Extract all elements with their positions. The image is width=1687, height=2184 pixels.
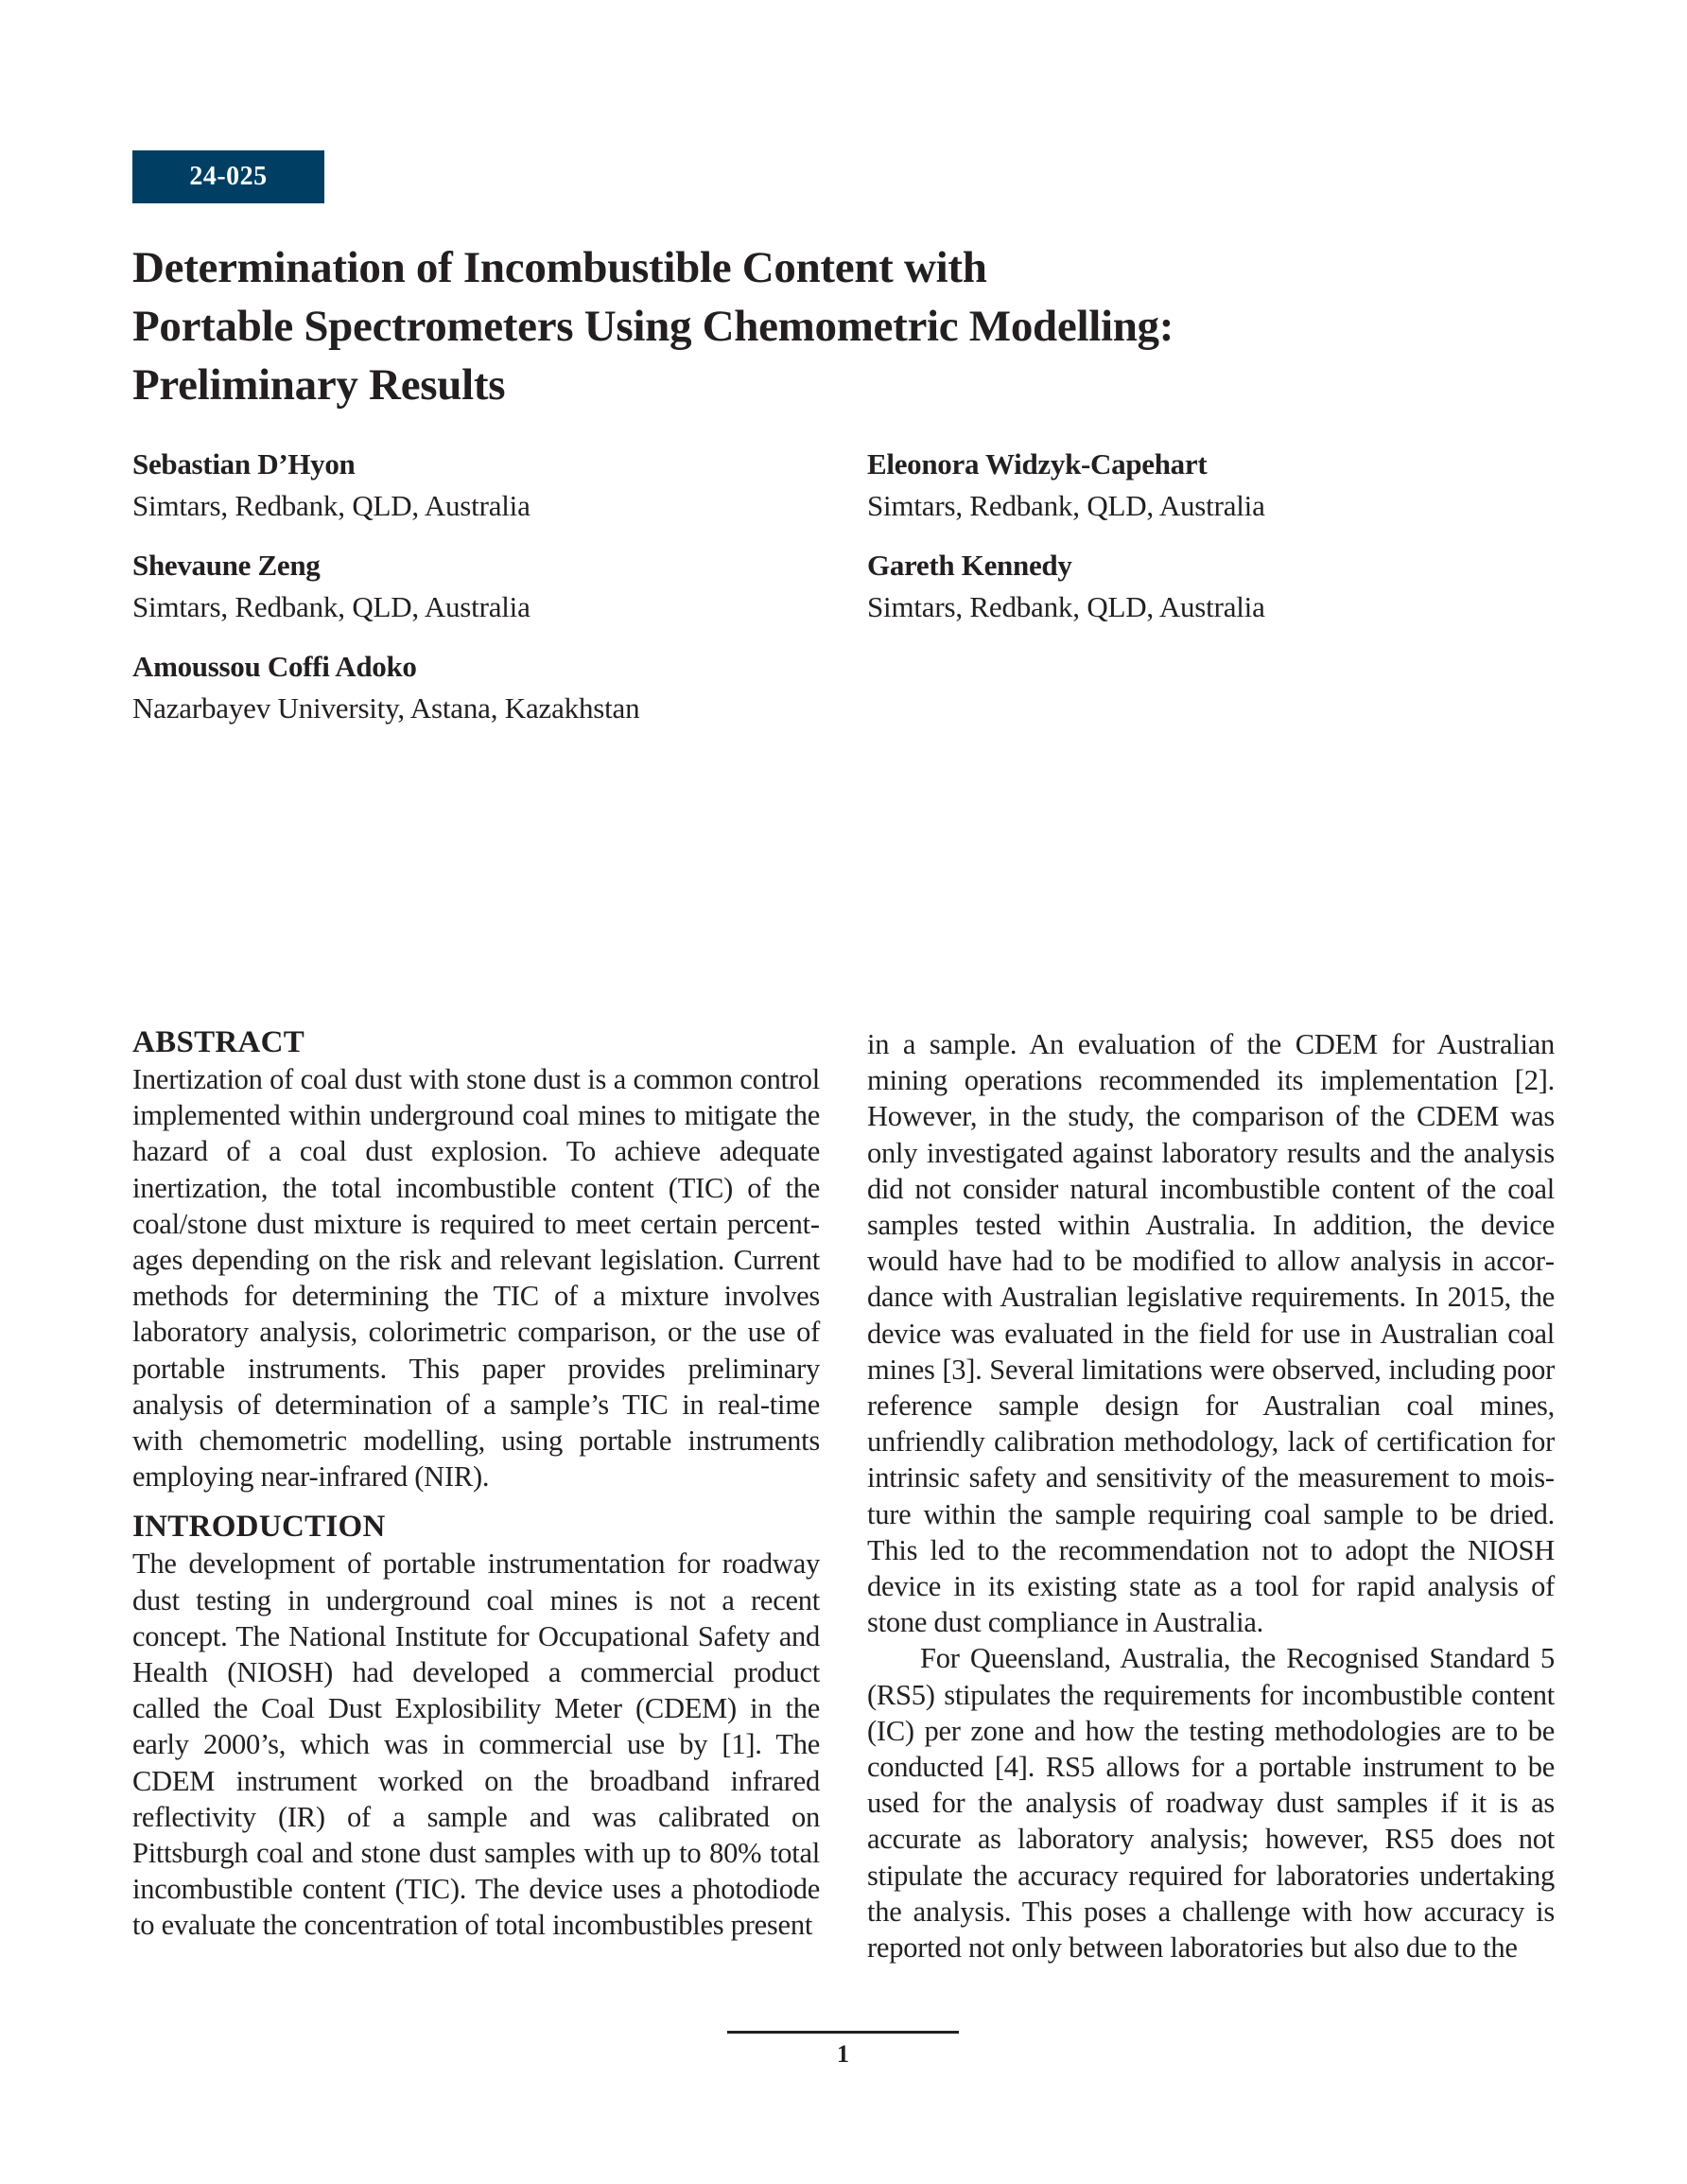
author-block [132, 647, 851, 730]
author-block [132, 445, 851, 528]
page-number: 1 [837, 2040, 849, 2068]
paper-id-badge [132, 150, 324, 203]
title-line: Determination of Incombustible Content with [132, 243, 987, 292]
author-block [867, 445, 1586, 528]
introduction-paragraph: The development of portable instrumentation for roadway dust testing in underground coal mines is not a recent concept. The National Institute for Occupational Safety and Health (NIOSH) had developed a commercial product called the Coal Dust Explosibility Meter (CDEM) in the early 2000’s, which was in commercial use by [1]. The CDEM instrument worked on the broadband infrared reflectivity (IR) of a sample and was calibrated on Pittsburgh coal and stone dust samples with up to 80% total incombustible content (TIC). The device uses a photodiode to evaluate the concentration of total incombustibles present [132, 1547, 820, 1942]
author-block [132, 546, 851, 629]
introduction-paragraph: For Queensland, Australia, the Recognised Standard 5 (RS5) stipulates the requirements for incombustible content (IC) per zone and how the testing methodologies are to be conducted [4]. RS5 allows for a portable instrument to be used for the analysis of roadway dust samples if it is as accurate as laboratory analysis; however, RS5 does not stipulate the accuracy required for laboratories undertaking the analysis. This poses a challenge with how accuracy is reported not only between laboratories but also due to the [867, 1642, 1555, 1965]
author-name: Eleonora Widzyk-Capehart [867, 447, 1208, 480]
paper-id-label: 24-025 [189, 162, 268, 191]
author-affiliation: Simtars, Redbank, QLD, Australia [132, 590, 530, 623]
author-name: Gareth Kennedy [867, 549, 1072, 582]
author-name: Amoussou Coffi Adoko [132, 650, 417, 683]
abstract-text: Inertization of coal dust with stone dust is a common control implemented within underground coal mines to mitigate the hazard of a coal dust explosion. To achieve adequate inertization, the total incombustible content (TIC) of the coal/stone dust mixture is required to meet certain percentages depending on the risk and relevant legislation. Current methods for determining the TIC of a mixture involves laboratory analysis, colorimetric comparison, or the use of portable instruments. This paper provides preliminary analysis of determination of a sample’s TIC in real-time with chemometric modelling, using portable instruments employing near-infrared (NIR). [132, 1063, 820, 1494]
author-name: Sebastian D’Hyon [132, 447, 356, 480]
author-block [867, 546, 1586, 629]
author-affiliation: Nazarbayev University, Astana, Kazakhstan [132, 691, 640, 725]
abstract-heading: ABSTRACT [132, 1025, 305, 1059]
left-column [132, 1023, 820, 1944]
footer-divider [727, 2031, 959, 2034]
title-line: Portable Spectrometers Using Chemometric Modelling: [132, 302, 1174, 351]
author-affiliation: Simtars, Redbank, QLD, Australia [867, 489, 1265, 522]
introduction-paragraph-continued: in a sample. An evaluation of the CDEM for Australian mining operations recommended its implementation [2]. However, in the study, the comparison of the CDEM was only investigated against laboratory results and the analysis did not consider natural incombustible content of the coal samples tested within Australia. In addition, the device would have had to be modified to allow analysis in accordance with Australian legislative requirements. In 2015, the device was evaluated in the field for use in Australian coal mines [3]. Several limitations were observed, including poor reference sample design for Australian coal mines, unfriendly calibration methodology, lack of certification for intrinsic safety and sensitivity of the measurement to moisture within the sample requiring coal sample to be dried. This led to the recommendation not to adopt the NIOSH device in its existing state as a tool for rapid analysis of stone dust compliance in Australia. [867, 1028, 1555, 1639]
title-line: Preliminary Results [132, 360, 506, 410]
author-name: Shevaune Zeng [132, 549, 321, 582]
right-column [867, 1026, 1555, 1966]
introduction-heading: INTRODUCTION [132, 1510, 386, 1545]
paper-title [132, 238, 1456, 414]
author-affiliation: Simtars, Redbank, QLD, Australia [867, 590, 1265, 623]
author-affiliation: Simtars, Redbank, QLD, Australia [132, 489, 530, 522]
